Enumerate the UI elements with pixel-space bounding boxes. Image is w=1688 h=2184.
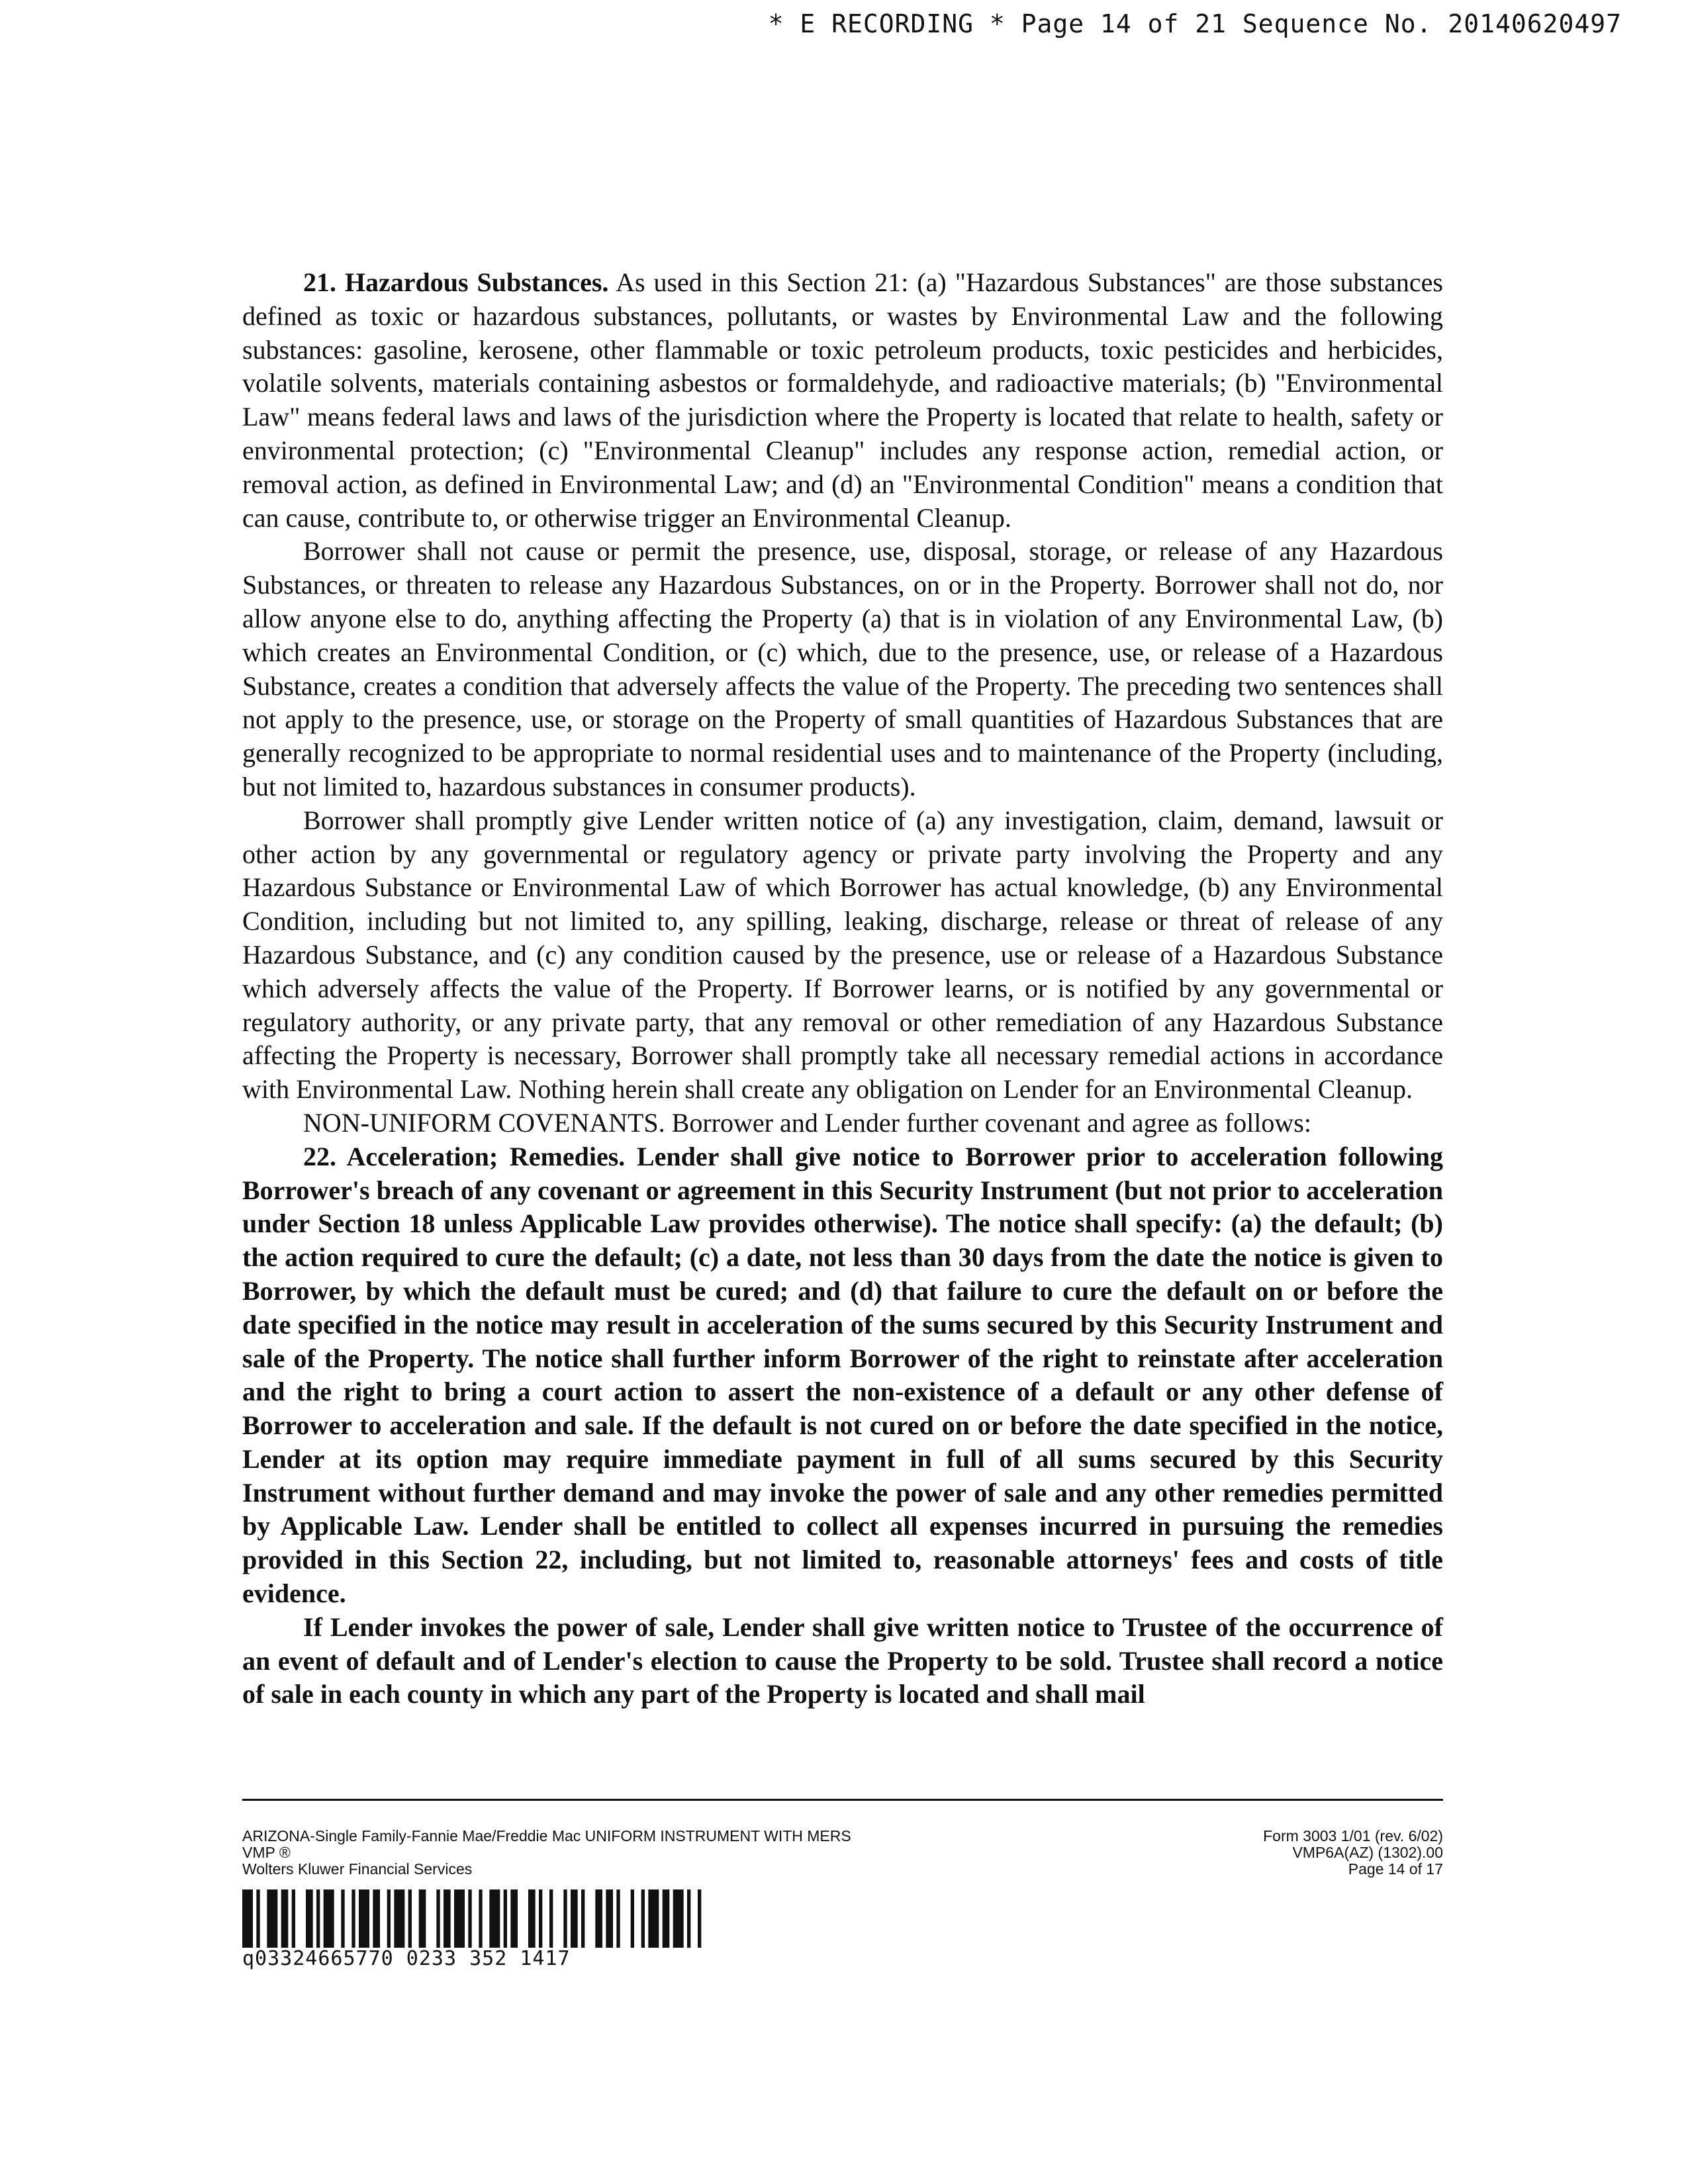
barcode-number: q03324665770 0233 352 1417	[242, 1947, 571, 1970]
section-21-heading: 21. Hazardous Substances.	[303, 267, 609, 297]
non-uniform-covenants-paragraph: NON-UNIFORM COVENANTS. Borrower and Lender further covenant and agree as follows:	[303, 1107, 1311, 1138]
power-of-sale-paragraph: If Lender invokes the power of sale, Lender shall give written notice to Trustee of the occurrence of an event of default and of Lender's election to cause the Property to be sold. Trustee shall record a notice of sale in each county in which any part of the Property is located and shall mail	[242, 1612, 1443, 1709]
footer-divider	[242, 1799, 1443, 1801]
publisher: Wolters Kluwer Financial Services	[242, 1860, 473, 1878]
section-21-text: As used in this Section 21: (a) "Hazardous Substances" are those substances defined as toxic or hazardous substances, pollutants, or wastes by Environmental Law and the following substances: gasoline, kerosene, other flammable or toxic petroleum products, toxic pesticides and herbicides, volatile solvents, materials containing asbestos or formaldehyde, and radioactive materials; (b) "Environmental Law" means federal laws and laws of the jurisdiction where the Property is located that relate to health, safety or environmental protection; (c) "Environmental Cleanup" includes any response action, remedial action, or removal action, as defined in Environmental Law; and (d) an "Environmental Condition" means a condition that can cause, contribute to, or otherwise trigger an Environmental Cleanup.	[242, 267, 1444, 533]
barcode-image	[242, 1889, 708, 1948]
hazardous-prohibition-paragraph: Borrower shall not cause or permit the presence, use, disposal, storage, or release of any Hazardous Substances, or threaten to release any Hazardous Substances, on or in the Property. Borrower shall not do, nor allow anyone else to do, anything affecting the Property (a) that is in violation of any Environmental Law, (b) which creates an Environmental Condition, or (c) which, due to the presence, use, or release of a Hazardous Substance, creates a condition that adversely affects the value of the Property. The preceding two sentences shall not apply to the presence, use, or storage on the Property of small quantities of Hazardous Substances that are generally recognized to be appropriate to normal residential uses and to maintenance of the Property (including, but not limited to, hazardous substances in consumer products).	[242, 536, 1443, 801]
notice-obligation-paragraph: Borrower shall promptly give Lender written notice of (a) any investigation, claim, demand, lawsuit or other action by any governmental or regulatory agency or private party involving the Property and any Hazardous Substance or Environmental Law of which Borrower has actual knowledge, (b) any Environmental Condition, including but not limited to, any spilling, leaking, discharge, release or threat of release of any Hazardous Substance, and (c) any condition caused by the presence, use or release of a Hazardous Substance which adversely affects the value of the Property. If Borrower learns, or is notified by any governmental or regulatory authority, or any private party, that any removal or other remediation of any Hazardous Substance affecting the Property is necessary, Borrower shall promptly take all necessary remedial actions in accordance with Environmental Law. Nothing herein shall create any obligation on Lender for an Environmental Cleanup.	[242, 805, 1443, 1105]
form-title: ARIZONA-Single Family-Fannie Mae/Freddie Mac UNIFORM INSTRUMENT WITH MERS	[242, 1827, 851, 1844]
form-code: VMP6A(AZ) (1302).00	[1292, 1844, 1443, 1861]
page-number: Page 14 of 17	[1348, 1860, 1443, 1878]
footer-left	[242, 1828, 851, 1878]
section-22-paragraph: 22. Acceleration; Remedies. Lender shall give notice to Borrower prior to acceleration following Borrower's breach of any covenant or agreement in this Security Instrument (but not prior to acceleration under Section 18 unless Applicable Law provides otherwise). The notice shall specify: (a) the default; (b) the action required to cure the default; (c) a date, not less than 30 days from the date the notice is given to Borrower, by which the default must be cured; and (d) that failure to cure the default on or before the date specified in the notice may result in acceleration of the sums secured by this Security Instrument and sale of the Property. The notice shall further inform Borrower of the right to reinstate after acceleration and the right to bring a court action to assert the non-existence of a default or any other defense of Borrower to acceleration and sale. If the default is not cured on or before the date specified in the notice, Lender at its option may require immediate payment in full of all sums secured by this Security Instrument without further demand and may invoke the power of sale and any other remedies permitted by Applicable Law. Lender shall be entitled to collect all expenses incurred in pursuing the remedies provided in this Section 22, including, but not limited to, reasonable attorneys' fees and costs of title evidence.	[242, 1141, 1443, 1609]
footer-right	[1263, 1828, 1443, 1878]
section-21-paragraph	[242, 266, 1443, 535]
document-body	[242, 266, 1443, 1711]
form-number: Form 3003 1/01 (rev. 6/02)	[1263, 1827, 1443, 1844]
recording-stamp: * E RECORDING * Page 14 of 21 Sequence No. 20140620497	[768, 9, 1622, 38]
vmp-mark: VMP ®	[242, 1844, 291, 1861]
